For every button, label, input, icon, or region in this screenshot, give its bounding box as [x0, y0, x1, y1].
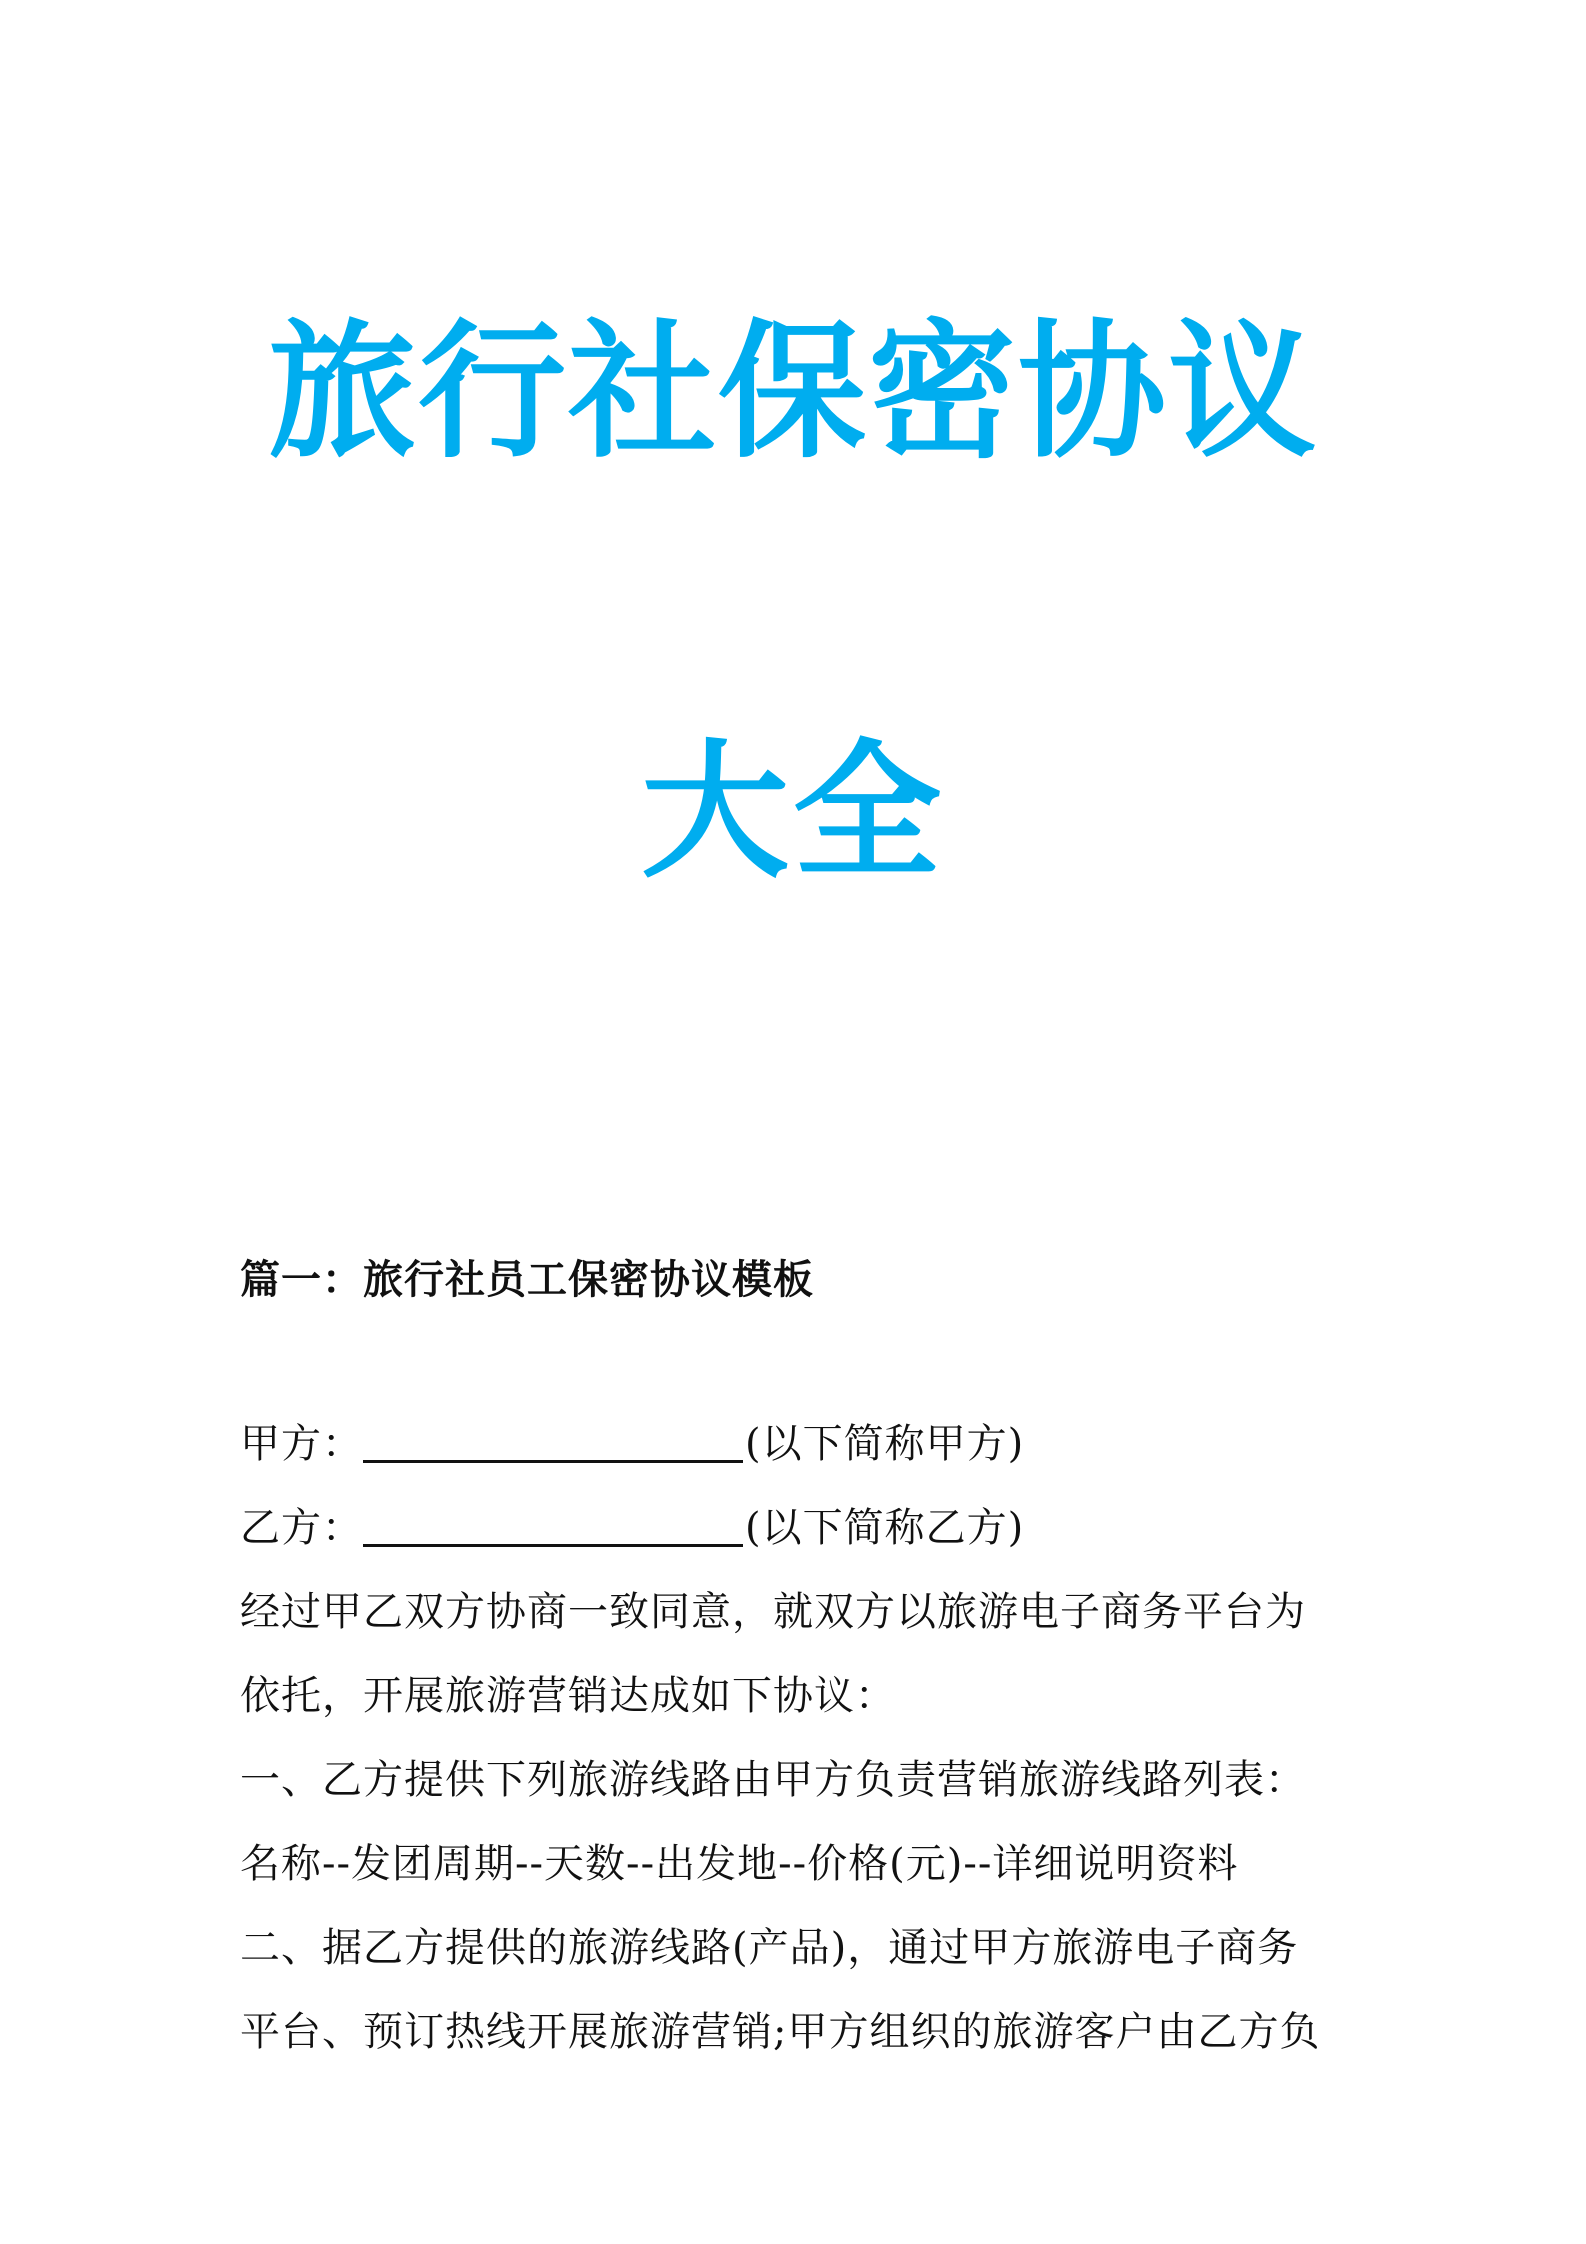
party-a-line: [240, 1402, 1360, 1486]
clause-two-line: 二、据乙方提供的旅游线路(产品)，通过甲方旅游电子商务: [240, 1925, 1299, 1971]
party-b-suffix: (以下简称乙方): [745, 1505, 1025, 1551]
clause-two-continued-line: 平台、预订热线开展旅游营销;甲方组织的旅游客户由乙方负: [240, 2009, 1321, 2055]
document-title-line-1: 旅行社保密协议: [268, 306, 1318, 478]
party-a-suffix: (以下简称甲方): [745, 1421, 1025, 1467]
body-paragraph-line: 经过甲乙双方协商一致同意，就双方以旅游电子商务平台为: [240, 1589, 1306, 1635]
party-b-label: 乙方：: [240, 1505, 363, 1551]
clause-one-line: 一、乙方提供下列旅游线路由甲方负责营销旅游线路列表：: [240, 1757, 1306, 1803]
party-a-label: 甲方：: [240, 1421, 363, 1467]
section-heading: 篇一：旅行社员工保密协议模板: [240, 1256, 814, 1303]
party-b-line: [240, 1486, 1360, 1570]
route-list-header-line: 名称--发团周期--天数--出发地--价格(元)--详细说明资料: [240, 1841, 1239, 1887]
body-paragraph-line: 依托，开展旅游营销达成如下协议：: [240, 1673, 896, 1719]
party-b-blank: [363, 1504, 743, 1547]
party-a-blank: [363, 1420, 743, 1463]
document-title-line-2: 大全: [641, 726, 945, 898]
